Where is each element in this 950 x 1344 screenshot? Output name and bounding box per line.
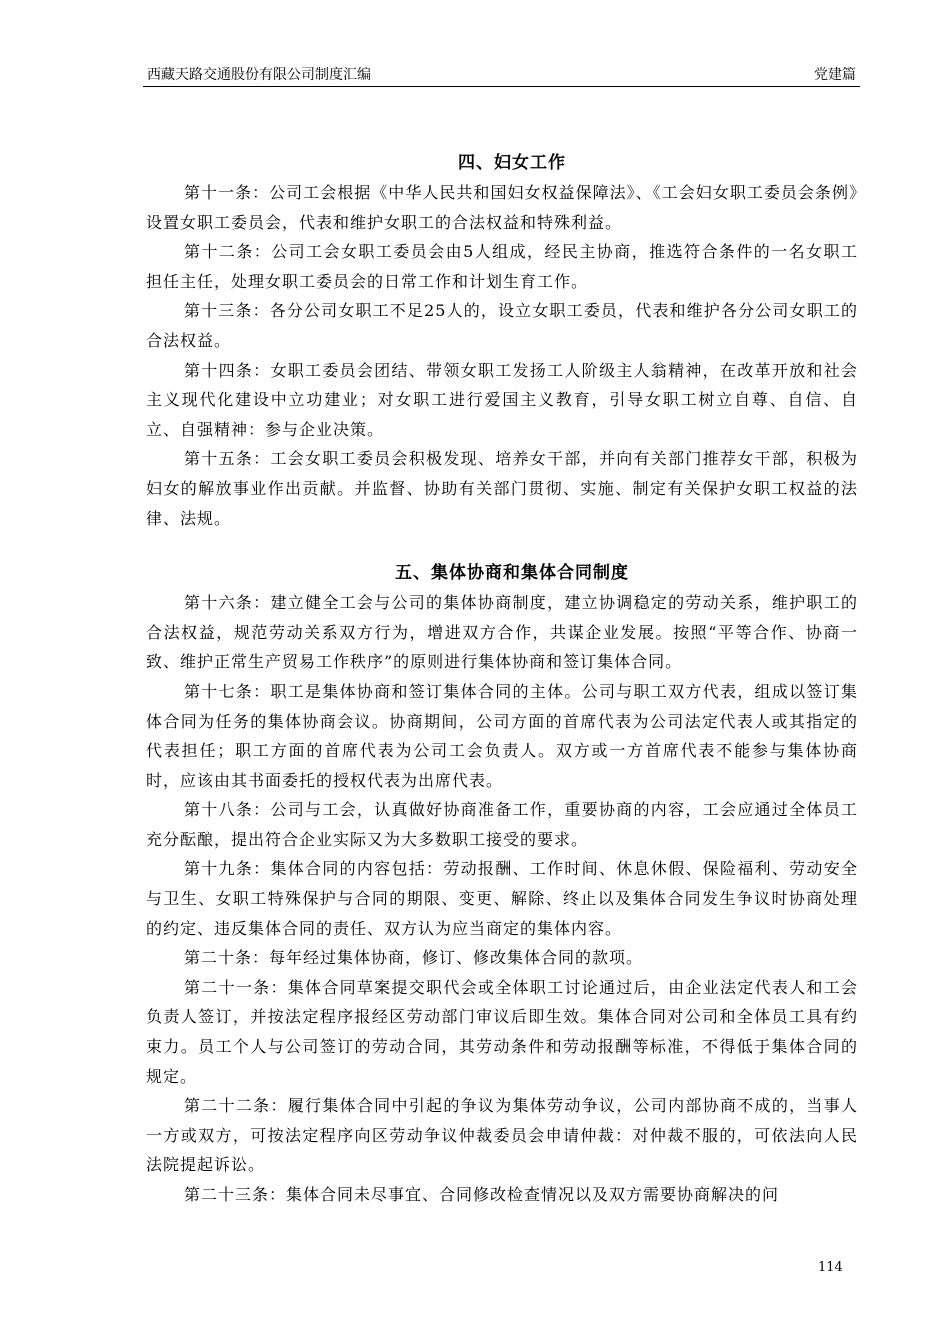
article-11: 第十一条：公司工会根据《中华人民共和国妇女权益保障法》、《工会妇女职工委员会条例》设置女职工委员会，代表和维护女职工的合法权益和特殊利益。 — [146, 183, 858, 232]
page-header — [143, 64, 860, 87]
article-18: 第十八条：公司与工会，认真做好协商准备工作，重要协商的内容，工会应通过全体员工充分酝酿，提出符合企业实际又为大多数职工接受的要求。 — [146, 800, 858, 849]
section-collective-bargaining — [146, 558, 858, 1209]
article-15: 第十五条：工会女职工委员会积极发现、培养女干部，并向有关部门推荐女干部，积极为妇女的解放事业作出贡献。并监督、协助有关部门贯彻、实施、制定有关保护女职工权益的法律、法规。 — [146, 449, 858, 528]
article-19: 第十九条：集体合同的内容包括：劳动报酬、工作时间、休息休假、保险福利、劳动安全与卫生、女职工特殊保护与合同的期限、变更、解除、终止以及集体合同发生争议时协商处理的约定、违反集体合同的责任、双方认为应当商定的集体内容。 — [146, 859, 858, 938]
article-17: 第十七条：职工是集体协商和签订集体合同的主体。公司与职工双方代表，组成以签订集体合同为任务的集体协商会议。协商期间，公司方面的首席代表为公司法定代表人或其指定的代表担任；职工方面的首席代表为公司工会负责人。双方或一方首席代表不能参与集体协商时，应该由其书面委托的授权代表为出席代表。 — [146, 681, 858, 790]
article-12: 第十二条：公司工会女职工委员会由5人组成，经民主协商，推选符合条件的一名女职工担任主任，处理女职工委员会的日常工作和计划生育工作。 — [146, 242, 858, 291]
header-document-title: 西藏天路交通股份有限公司制度汇编 — [147, 67, 371, 83]
article-21: 第二十一条：集体合同草案提交职代会或全体职工讨论通过后，由企业法定代表人和工会负责人签订，并按法定程序报经区劳动部门审议后即生效。集体合同对公司和全体员工具有约束力。员工个人与公司签订的劳动合同，其劳动条件和劳动报酬等标准，不得低于集体合同的规定。 — [146, 977, 858, 1086]
article-22: 第二十二条：履行集体合同中引起的争议为集体劳动争议，公司内部协商不成的，当事人一方或双方，可按法定程序向区劳动争议仲裁委员会申请仲裁：对仲裁不服的，可依法向人民法院提起诉讼。 — [146, 1096, 858, 1175]
page-number: 114 — [818, 1260, 843, 1275]
article-20: 第二十条：每年经过集体协商，修订、修改集体合同的款项。 — [184, 948, 644, 968]
article-16: 第十六条：建立健全工会与公司的集体协商制度，建立协调稳定的劳动关系，维护职工的合法权益，规范劳动关系双方行为，增进双方合作，共谋企业发展。按照“平等合作、协商一致、维护正常生产贸易工作秩序”的原则进行集体协商和签订集体合同。 — [146, 593, 858, 672]
page-content — [146, 148, 858, 1210]
article-23: 第二十三条：集体合同未尽事宜、合同修改检查情况以及双方需要协商解决的问 — [184, 1185, 780, 1204]
article-14: 第十四条：女职工委员会团结、带领女职工发扬工人阶级主人翁精神，在改革开放和社会主义现代化建设中立功建业；对女职工进行爱国主义教育，引导女职工树立自尊、自信、自立、自强精神：参与企业决策。 — [146, 360, 858, 439]
section-heading: 四、妇女工作 — [458, 153, 566, 173]
header-section-title: 党建篇 — [814, 67, 856, 83]
section-womens-work — [146, 148, 858, 533]
article-13: 第十三条：各分公司女职工不足25人的，设立女职工委员，代表和维护各分公司女职工的合法权益。 — [146, 301, 858, 350]
section-heading: 五、集体协商和集体合同制度 — [395, 563, 629, 584]
